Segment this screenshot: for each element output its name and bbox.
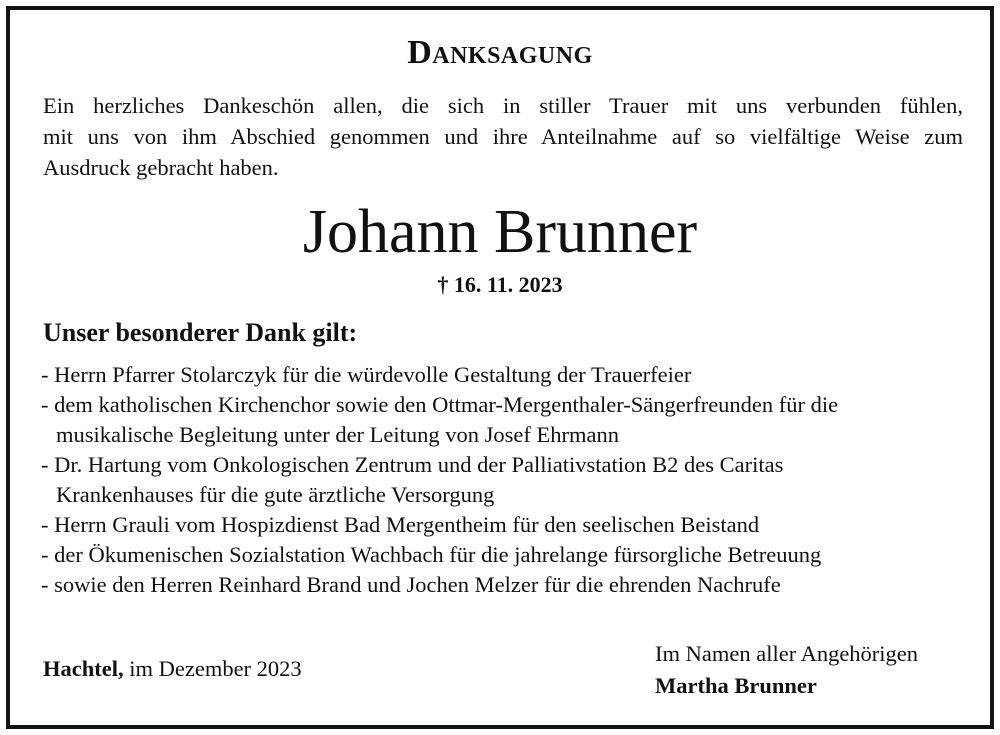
on-behalf-text: Im Namen aller Angehörigen xyxy=(655,641,919,666)
thanks-item xyxy=(41,450,965,510)
thanks-item xyxy=(41,570,965,600)
intro-line: Ausdruck gebracht haben. xyxy=(43,155,279,180)
intro-line: Ein herzliches Dankeschön allen, die sich in stiller Trauer mit uns verbunden fühlen, xyxy=(43,93,963,118)
thanks-item-line: - sowie den Herren Reinhard Brand und Jochen Melzer für die ehrenden Nachrufe xyxy=(41,572,781,597)
deceased-name: Johann Brunner xyxy=(302,198,698,266)
thanks-item xyxy=(41,390,965,450)
thanks-item-line: Krankenhauses für die gute ärztliche Versorgung xyxy=(56,482,495,507)
place-name: Hachtel, xyxy=(43,656,124,681)
thanks-item-line: - Herrn Grauli vom Hospizdienst Bad Mergentheim für den seelischen Beistand xyxy=(41,512,760,537)
signature-block xyxy=(655,638,918,702)
intro-paragraph xyxy=(43,90,963,183)
death-date: † 16. 11. 2023 xyxy=(437,272,563,297)
thanks-item-line: - Dr. Hartung vom Onkologischen Zentrum und der Palliativstation B2 des Caritas xyxy=(41,452,784,477)
notice-heading: Danksagung xyxy=(407,34,593,71)
place-date xyxy=(43,656,302,682)
thanks-item-line: - der Ökumenischen Sozialstation Wachbach für die jahrelange fürsorgliche Betreuung xyxy=(41,542,822,567)
signer-name: Martha Brunner xyxy=(655,673,817,698)
place-date-text: im Dezember 2023 xyxy=(123,656,302,681)
thanks-item-line: musikalische Begleitung unter der Leitung von Josef Ehrmann xyxy=(56,422,619,447)
thanks-heading: Unser besonderer Dank gilt: xyxy=(43,318,358,347)
thanks-item xyxy=(41,540,965,570)
thanks-list xyxy=(41,360,965,600)
thanks-item xyxy=(41,510,965,540)
thanks-item-line: - dem katholischen Kirchenchor sowie den Ottmar-Mergenthaler-Sängerfreunden für die xyxy=(41,392,839,417)
intro-line: mit uns von ihm Abschied genommen und ihre Anteilnahme auf so vielfältige Weise zum xyxy=(43,124,963,149)
thanks-item xyxy=(41,360,965,390)
thanks-item-line: - Herrn Pfarrer Stolarczyk für die würdevolle Gestaltung der Trauerfeier xyxy=(41,362,692,387)
